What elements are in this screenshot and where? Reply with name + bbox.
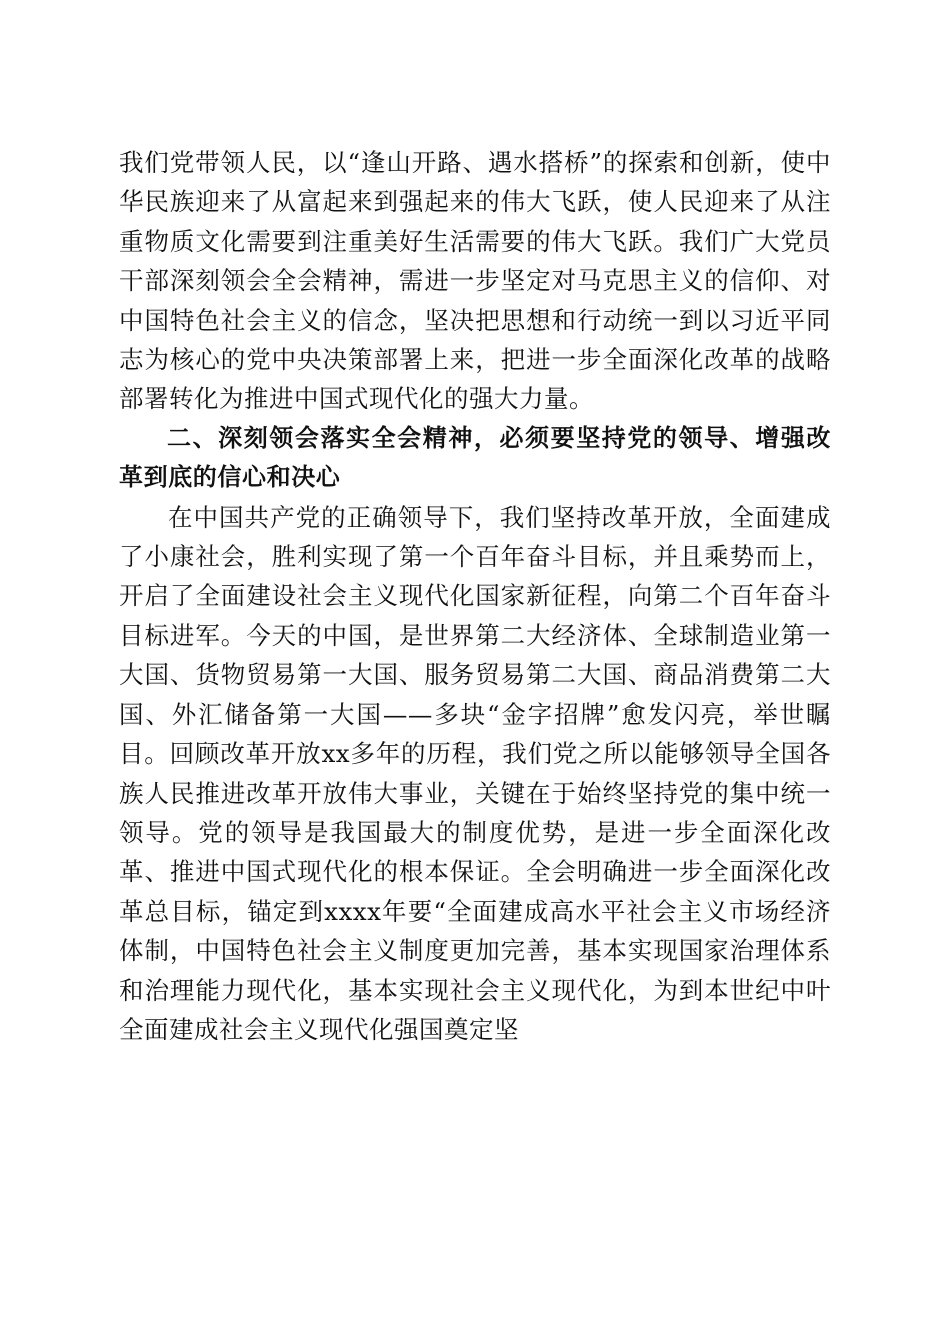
section-heading: 二、深刻领会落实全会精神，必须要坚持党的领导、增强改革到底的信心和决心 <box>119 423 831 492</box>
body-paragraph-continued: 我们党带领人民，以“逢山开路、遇水搭桥”的探索和创新，使中华民族迎来了从富起来到强起来的伟大飞跃，使人民迎来了从注重物质文化需要到注重美好生活需要的伟大飞跃。我们广大党员干部深刻领会全会精神，需进一步坚定对马克思主义的信仰、对中国特色社会主义的信念，坚决把思想和行动统一到以习近平同志为核心的党中央决策部署上来，把进一步全面深化改革的战略部署转化为推进中国式现代化的强大力量。 <box>119 148 831 414</box>
document-page <box>119 143 831 1049</box>
body-paragraph: 在中国共产党的正确领导下，我们坚持改革开放，全面建成了小康社会，胜利实现了第一个百年奋斗目标，并且乘势而上，开启了全面建设社会主义现代化国家新征程，向第二个百年奋斗目标进军。今天的中国，是世界第二大经济体、全球制造业第一大国、货物贸易第一大国、服务贸易第二大国、商品消费第二大国、外汇储备第一大国——多块“金字招牌”愈发闪亮，举世瞩目。回顾改革开放xx多年的历程，我们党之所以能够领导全国各族人民推进改革开放伟大事业，关键在于始终坚持党的集中统一领导。党的领导是我国最大的制度优势，是进一步全面深化改革、推进中国式现代化的根本保证。全会明确进一步全面深化改革总目标，锚定到xxxx年要“全面建成高水平社会主义市场经济体制，中国特色社会主义制度更加完善，基本实现国家治理体系和治理能力现代化，基本实现社会主义现代化，为到本世纪中叶全面建成社会主义现代化强国奠定坚 <box>119 502 831 1044</box>
